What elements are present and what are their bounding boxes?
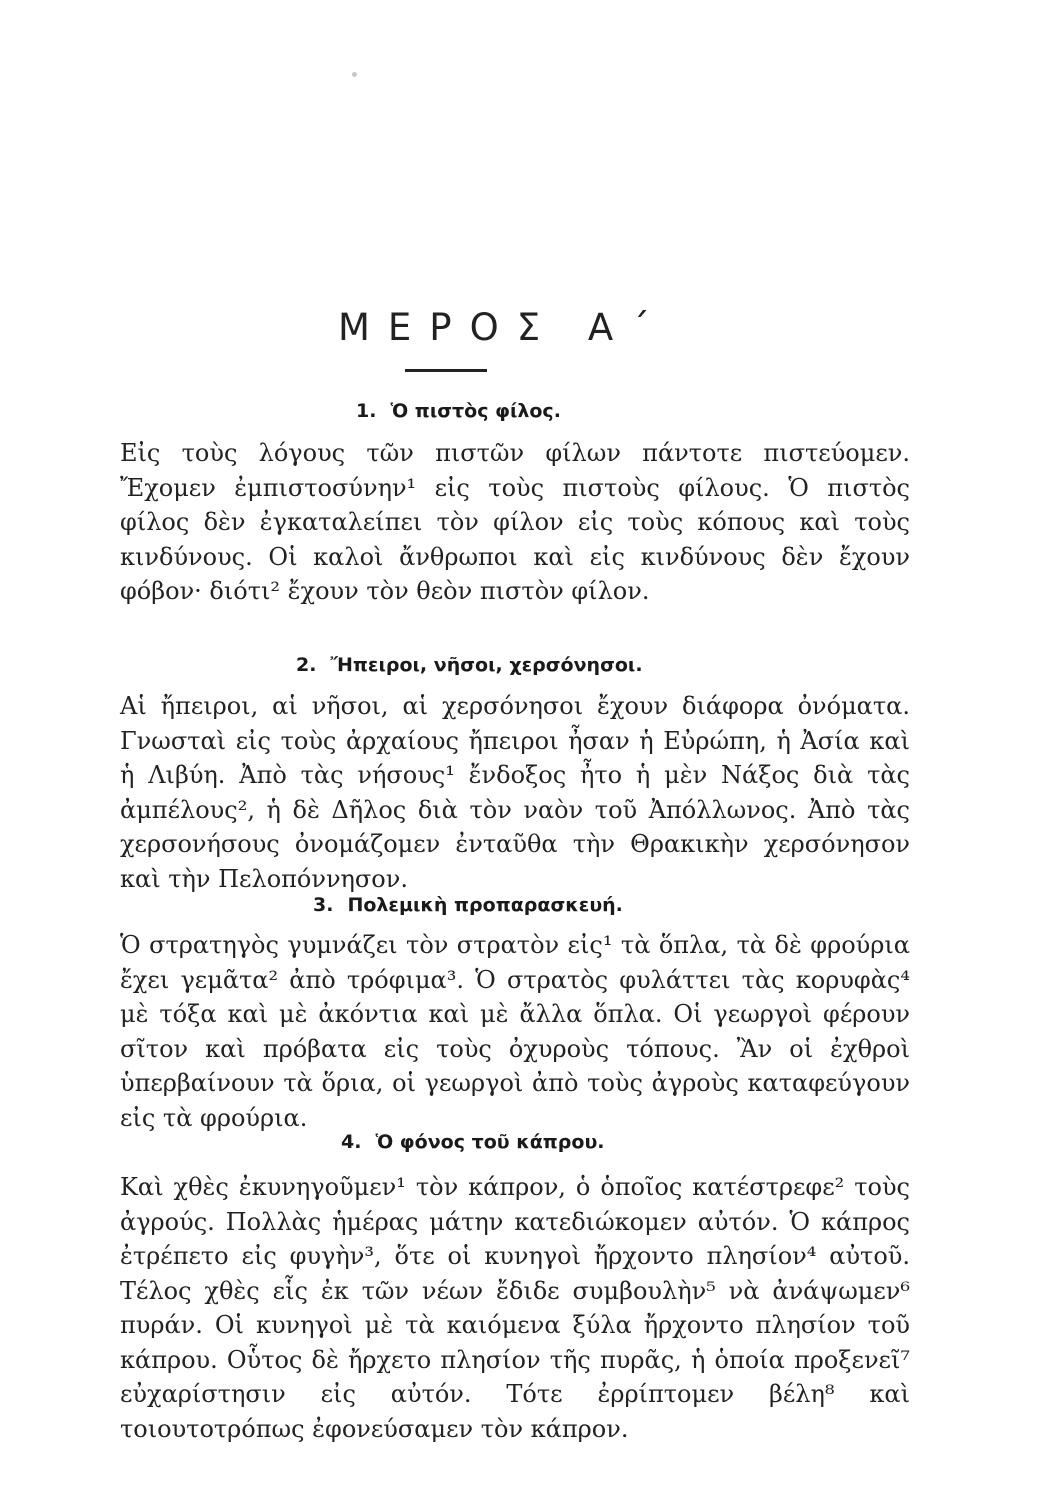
section-4-title: Ὁ φόνος τοῦ κάπρου. [375, 1131, 605, 1153]
section-2-heading [296, 654, 643, 676]
title-underline [405, 369, 487, 372]
section-2-text: Αἱ ἤπειροι, αἱ νῆσοι, αἱ χερσόνησοι ἔχουν διάφορα ὀνόματα. Γνωσταὶ εἰς τοὺς ἀρχαίους ἤπειροι ἦσαν ἡ Εὐρώπη, ἡ Ἀσία καὶ ἡ Λιβύη. Ἀπὸ τὰς νήσους¹ ἔνδοξος ἦτο ἡ μὲν Νάξος διὰ τὰς ἀμπέλους², ἡ δὲ Δῆλος διὰ τὸν ναὸν τοῦ Ἀπόλλωνος. Ἀπὸ τὰς χερσονήσους ὀνομάζομεν ἐνταῦθα τὴν Θρακικὴν χερσόνησον καὶ τὴν Πελοπόννησον. [120, 692, 910, 893]
section-4-text: Καὶ χθὲς ἐκυνηγοῦμεν¹ τὸν κάπρον, ὁ ὁποῖος κατέστρεφε² τοὺς ἀγρούς. Πολλὰς ἡμέρας μάτην κατεδιώκομεν αὐτόν. Ὁ κάπρος ἐτρέπετο εἰς φυγὴν³, ὅτε οἱ κυνηγοὶ ἤρχοντο πλησίον⁴ αὐτοῦ. Τέλος χθὲς εἷς ἐκ τῶν νέων ἔδιδε συμβουλὴν⁵ νὰ ἀνάψωμεν⁶ πυράν. Οἱ κυνηγοὶ μὲ τὰ καιόμενα ξύλα ἤρχοντο πλησίον τοῦ κάπρου. Οὗτος δὲ ἤρχετο πλησίον τῆς πυρᾶς, ἡ ὁποία προξενεῖ⁷ εὐχαρίστησιν εἰς αὐτόν. Τότε ἐρρίπτομεν βέλη⁸ καὶ τοιουτοτρόπως ἐφονεύσαμεν τὸν κάπρον. [120, 1173, 910, 1443]
section-3-text: Ὁ στρατηγὸς γυμνάζει τὸν στρατὸν εἰς¹ τὰ ὅπλα, τὰ δὲ φρούρια ἔχει γεμᾶτα² ἀπὸ τρόφιμα³. Ὁ στρατὸς φυλάττει τὰς κορυφὰς⁴ μὲ τόξα καὶ μὲ ἀκόντια καὶ μὲ ἄλλα ὅπλα. Οἱ γεωργοὶ φέρουν σῖτον καὶ πρόβατα εἰς τοὺς ὀχυροὺς τόπους. Ἂν οἱ ἐχθροὶ ὑπερβαίνουν τὰ ὅρια, οἱ γεωργοὶ ἀπὸ τοὺς ἀγροὺς καταφεύγουν εἰς τὰ φρούρια. [120, 931, 910, 1132]
section-4-number: 4. [341, 1131, 362, 1153]
paper-speck [352, 72, 357, 77]
section-2-number: 2. [296, 654, 317, 676]
part-title: ΜΕΡΟΣ Α΄ [338, 306, 668, 349]
section-1-title: Ὁ πιστὸς φίλος. [390, 400, 561, 422]
section-3-title: Πολεμικὴ προπαρασκευή. [347, 894, 623, 916]
section-1-text: Εἰς τοὺς λόγους τῶν πιστῶν φίλων πάντοτε πιστεύομεν. Ἔχομεν ἐμπιστοσύνην¹ εἰς τοὺς πιστοὺς φίλους. Ὁ πιστὸς φίλος δὲν ἐγκαταλείπει τὸν φίλον εἰς τοὺς κόπους καὶ τοὺς κινδύνους. Οἱ καλοὶ ἄνθρωποι καὶ εἰς κινδύνους δὲν ἔχουν φόβον· διότι² ἔχουν τὸν θεὸν πιστὸν φίλον. [120, 439, 910, 605]
section-3-heading [313, 894, 623, 916]
section-4-heading [341, 1131, 605, 1153]
section-3-number: 3. [313, 894, 334, 916]
section-1-heading [356, 400, 561, 422]
section-2-title: Ἤπειροι, νῆσοι, χερσόνησοι. [330, 654, 643, 676]
section-1-number: 1. [356, 400, 377, 422]
